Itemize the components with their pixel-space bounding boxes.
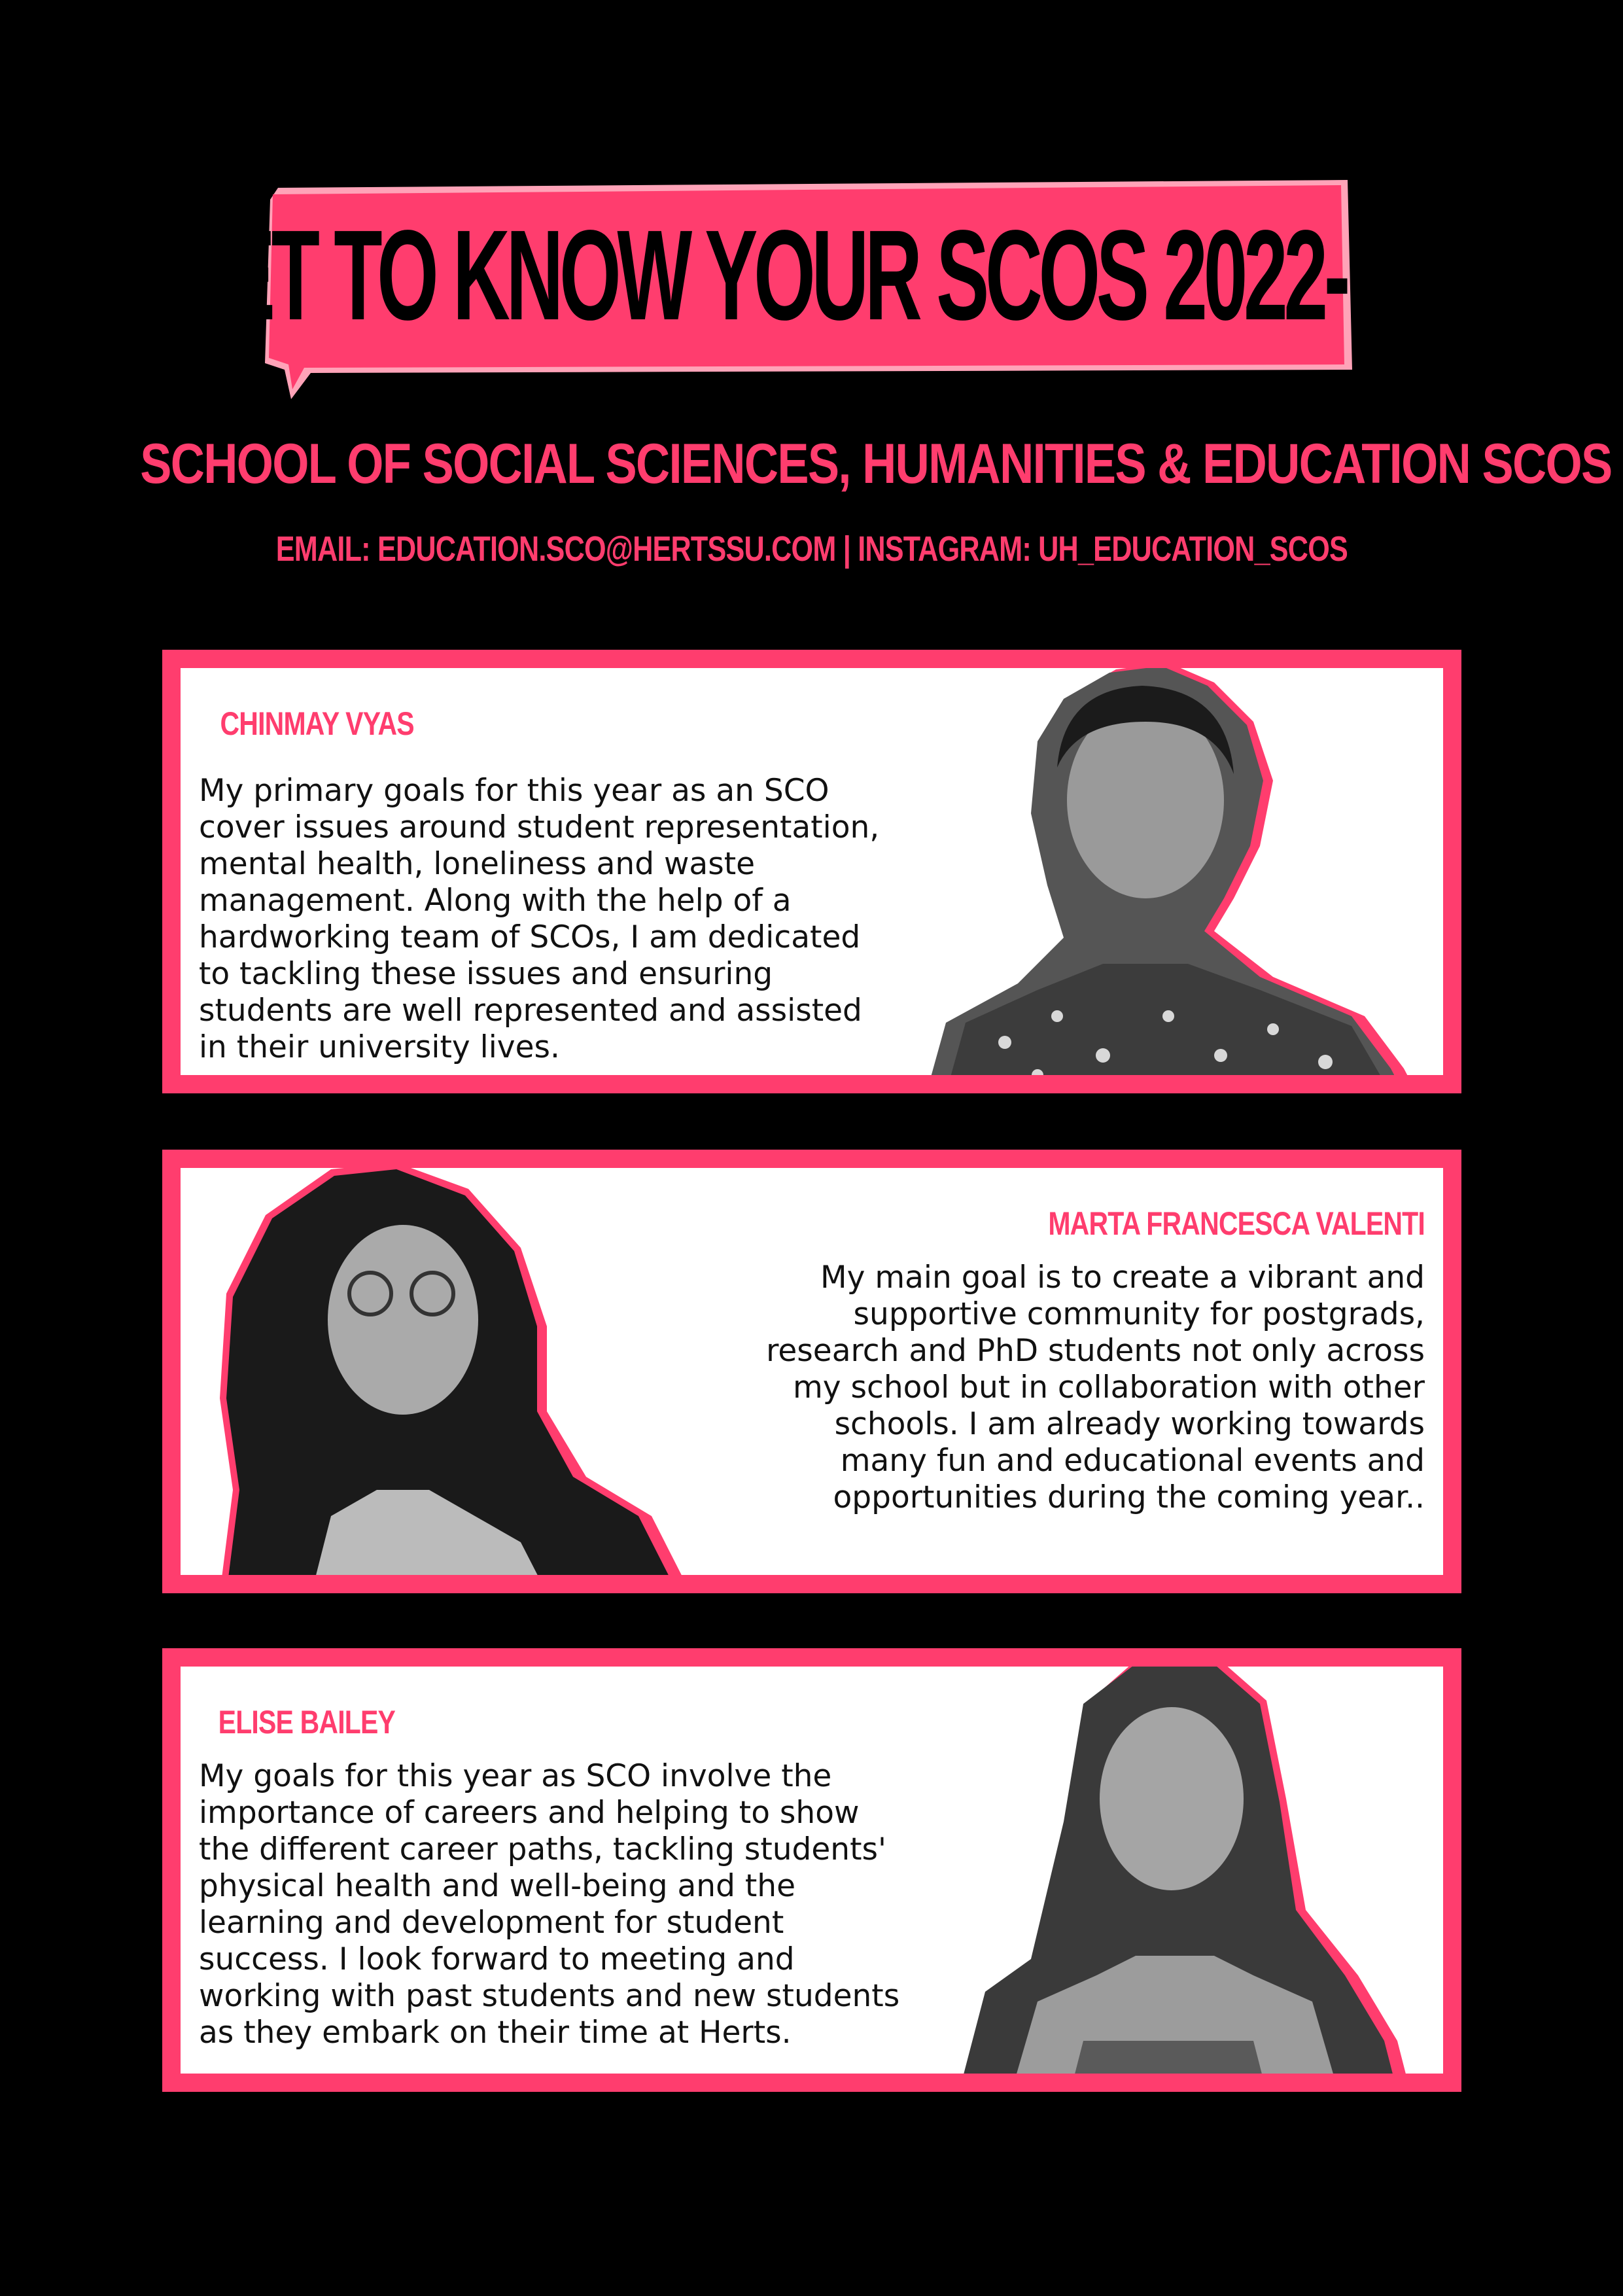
profile-card-marta [162,1150,1461,1593]
contact-info: EMAIL: EDUCATION.SCO@HERTSSU.COM | INSTAGRAM: UH_EDUCATION_SCOS [275,529,1348,569]
portrait-photo [939,1667,1437,2074]
profile-bio: My goals for this year as SCO involve the importance of careers and helping to show the different career paths, tackling students' physical health and well-being and the learning and development for student success. I look forward to meeting and working with past students and new students as they embark on their time at Herts. [199,1758,900,2051]
profile-bio: My main goal is to create a vibrant and supportive community for postgrads, research and PhD students not only across my school but in collaboration with other schools. I am already working towards many fun and educational events and opportunities during the coming year.. [766,1260,1425,1515]
profile-bio: My primary goals for this year as an SCO cover issues around student representation, mental health, loneliness and waste management. Along with the help of a hardworking team of SCOs, I am dedicated to tackling these issues and ensuring students are well represented and assisted in their university lives. [199,773,880,1065]
title-banner [164,173,1445,399]
portrait-photo [907,668,1443,1075]
page-title: GET TO KNOW YOUR SCOS 2022- 23 [164,203,1445,347]
profile-name: CHINMAY VYAS [220,705,414,742]
profile-name: MARTA FRANCESCA VALENTI [1048,1205,1425,1242]
school-subtitle: SCHOOL OF SOCIAL SCIENCES, HUMANITIES & EDUCATION SCOS [140,433,1612,495]
portrait-photo [181,1168,704,1575]
profile-name: ELISE BAILEY [218,1704,396,1740]
profile-card-elise [162,1648,1461,2092]
profile-card-chinmay [162,650,1461,1093]
